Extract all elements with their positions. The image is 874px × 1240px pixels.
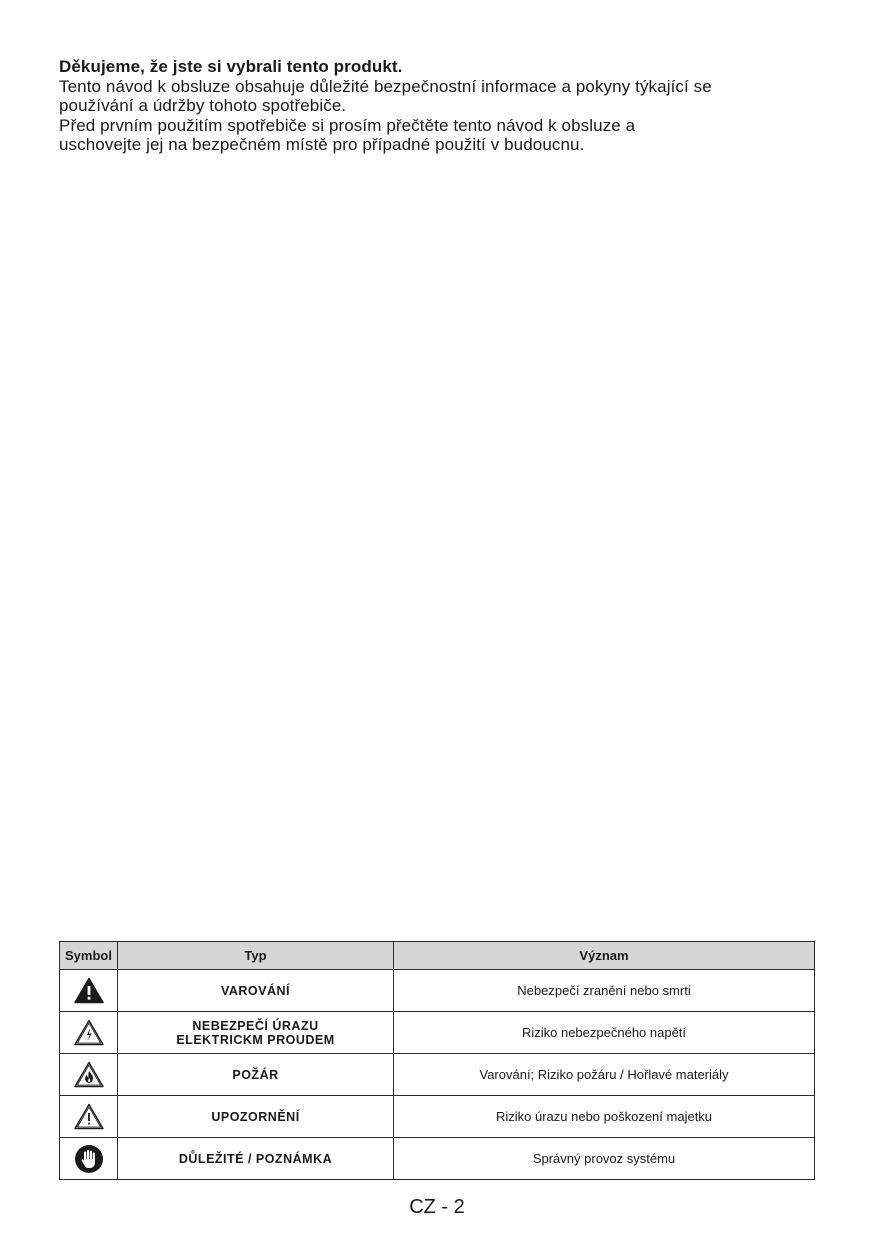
table-row [60, 1012, 815, 1054]
table-row [60, 1096, 815, 1138]
type-label: DŮLEŽITÉ / POZNÁMKA [178, 1151, 333, 1166]
meaning-cell: Varování; Riziko požáru / Hořlavé materiály [394, 1054, 815, 1096]
meaning-cell: Nebezpečí zranění nebo smrti [394, 970, 815, 1012]
intro-line: uschovejte jej na bezpečném místě pro případné použití v budoucnu. [59, 135, 585, 154]
meaning-cell: Riziko nebezpečného napětí [394, 1012, 815, 1054]
page-number: CZ - 2 [409, 1196, 465, 1218]
type-label: VAROVÁNÍ [220, 983, 291, 998]
type-cell [118, 1054, 394, 1096]
meaning-cell: Správný provoz systému [394, 1138, 815, 1180]
symbol-cell [60, 1054, 118, 1096]
type-label: POŽÁR [232, 1067, 279, 1082]
intro-line: používání a údržby tohoto spotřebiče. [59, 96, 347, 115]
header-type: Typ [118, 942, 394, 970]
symbol-cell [60, 1012, 118, 1054]
hand-stop-icon [74, 1144, 104, 1174]
symbol-cell [60, 970, 118, 1012]
fire-icon [74, 1061, 104, 1088]
symbol-table [59, 941, 815, 1180]
symbol-cell [60, 1096, 118, 1138]
type-cell [118, 1012, 394, 1054]
caution-outline-icon [74, 1103, 104, 1130]
table-row [60, 1054, 815, 1096]
intro-line: Tento návod k obsluze obsahuje důležité bezpečnostní informace a pokyny týkající se [59, 76, 712, 96]
intro-heading: Děkujeme, že jste si vybrali tento produkt. [59, 57, 403, 76]
symbol-cell [60, 1138, 118, 1180]
type-cell [118, 1138, 394, 1180]
electric-shock-icon [74, 1019, 104, 1046]
warning-filled-icon [74, 977, 104, 1004]
type-cell [118, 1096, 394, 1138]
intro-line: Před prvním použitím spotřebiče si prosím přečtěte tento návod k obsluze a [59, 115, 636, 135]
table-row [60, 1138, 815, 1180]
type-label: UPOZORNĚNÍ [211, 1109, 300, 1124]
table-row [60, 970, 815, 1012]
header-symbol: Symbol [60, 942, 118, 970]
type-label: NEBEZPEČÍ ÚRAZU [192, 1018, 319, 1033]
meaning-cell: Riziko úrazu nebo poškození majetku [394, 1096, 815, 1138]
type-cell [118, 970, 394, 1012]
table-header-row [60, 942, 815, 970]
type-label: ELEKTRICKM PROUDEM [176, 1032, 335, 1047]
header-meaning: Význam [394, 942, 815, 970]
intro-text [59, 57, 819, 155]
